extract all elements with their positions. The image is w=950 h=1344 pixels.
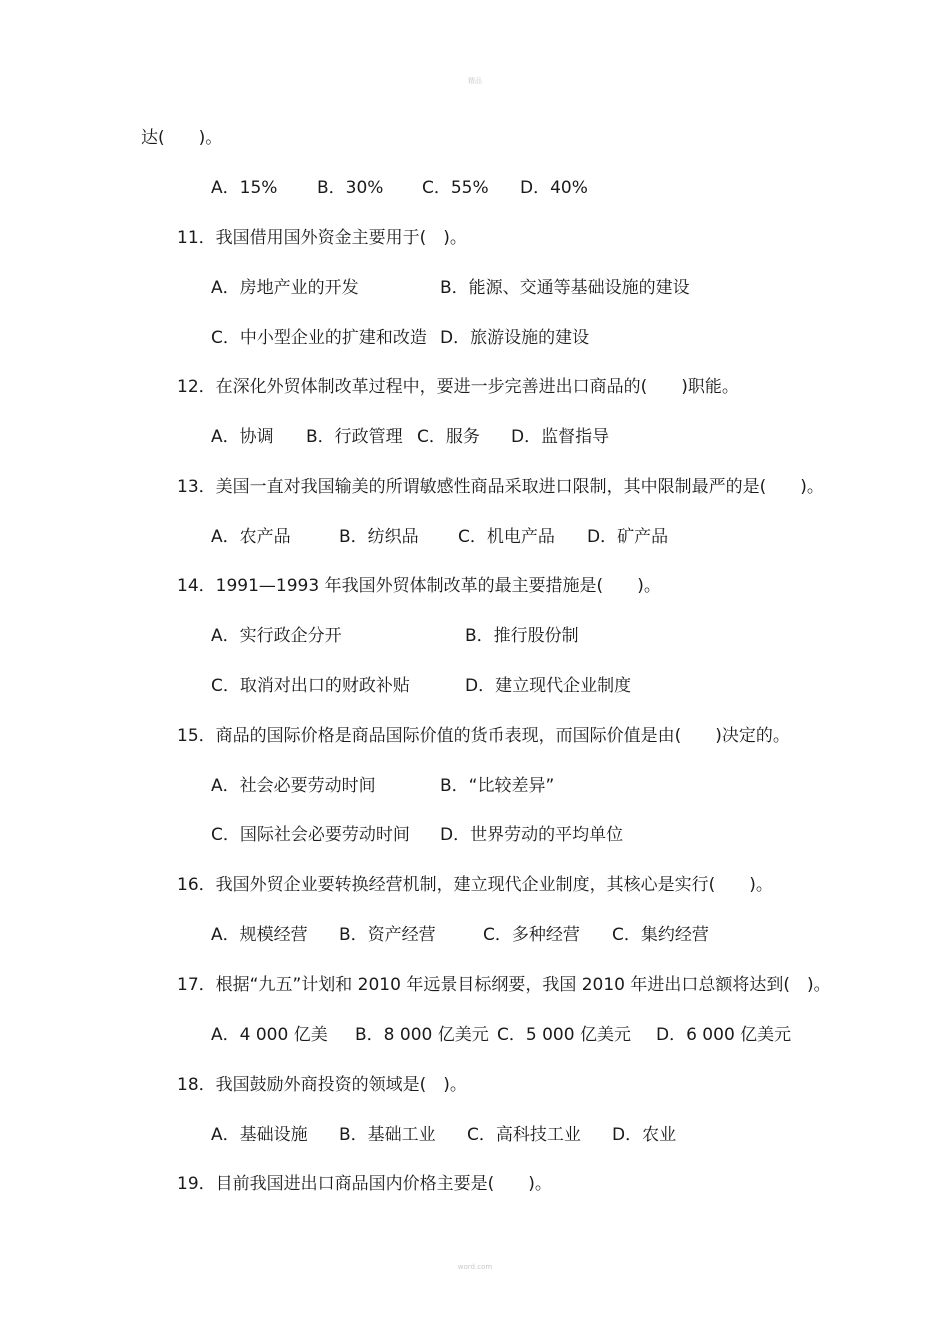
option-d: D．农业 [612,1125,677,1145]
option-b: B．纺织品 [339,527,419,547]
option-a: A．15% [211,178,278,198]
option-b: B．8 000 亿美元 [355,1025,489,1045]
option-b: B．推行股份制 [465,626,579,646]
question-continuation: 达( )。 [141,128,223,148]
option-d: D．建立现代企业制度 [465,676,632,696]
question-13: 13．美国一直对我国输美的所谓敏感性商品采取进口限制，其中限制最严的是( )。 [177,477,824,497]
option-a: A．农产品 [211,527,291,547]
option-a: A．4 000 亿美 [211,1025,328,1045]
question-15: 15．商品的国际价格是商品国际价值的货币表现，而国际价值是由( )决定的。 [177,726,790,746]
option-c: C．多种经营 [483,925,580,945]
option-c: C．取消对出口的财政补贴 [211,676,410,696]
option-b: B．30% [317,178,384,198]
option-a: A．社会必要劳动时间 [211,776,376,796]
question-11: 11．我国借用国外资金主要用于( )。 [177,228,467,248]
option-d: D．6 000 亿美元 [656,1025,792,1045]
question-16: 16．我国外贸企业要转换经营机制，建立现代企业制度，其核心是实行( )。 [177,875,773,895]
question-12: 12．在深化外贸体制改革过程中，要进一步完善进出口商品的( )职能。 [177,377,739,397]
option-a: A．房地产业的开发 [211,278,359,298]
option-b: B．基础工业 [339,1125,436,1145]
question-19: 19．目前我国进出口商品国内价格主要是( )。 [177,1174,552,1194]
option-d: D．旅游设施的建设 [440,328,590,348]
option-a: A．实行政企分开 [211,626,342,646]
option-c2: C．集约经营 [612,925,709,945]
option-d: D．矿产品 [587,527,669,547]
question-18: 18．我国鼓励外商投资的领域是( )。 [177,1075,467,1095]
option-d: D．监督指导 [511,427,610,447]
option-b: B．行政管理 [306,427,403,447]
option-b: B．能源、交通等基础设施的建设 [440,278,690,298]
page-footer: word.com [457,1263,493,1271]
option-c: C．高科技工业 [467,1125,581,1145]
question-14: 14．1991—1993 年我国外贸体制改革的最主要措施是( )。 [177,576,661,596]
option-c: C．服务 [417,427,480,447]
option-c: C．中小型企业的扩建和改造 [211,328,427,348]
page-header: 精品 [468,77,482,85]
option-d: D．世界劳动的平均单位 [440,825,624,845]
option-c: C．55% [422,178,489,198]
option-d: D．40% [520,178,588,198]
option-b: B．资产经营 [339,925,436,945]
option-c: C．国际社会必要劳动时间 [211,825,410,845]
option-a: A．规模经营 [211,925,308,945]
option-a: A．协调 [211,427,274,447]
question-17: 17．根据“九五”计划和 2010 年远景目标纲要，我国 2010 年进出口总额将达到( )。 [177,975,831,995]
option-a: A．基础设施 [211,1125,308,1145]
option-c: C．机电产品 [458,527,555,547]
option-c: C．5 000 亿美元 [497,1025,631,1045]
option-b: B．“比较差异” [440,776,555,796]
